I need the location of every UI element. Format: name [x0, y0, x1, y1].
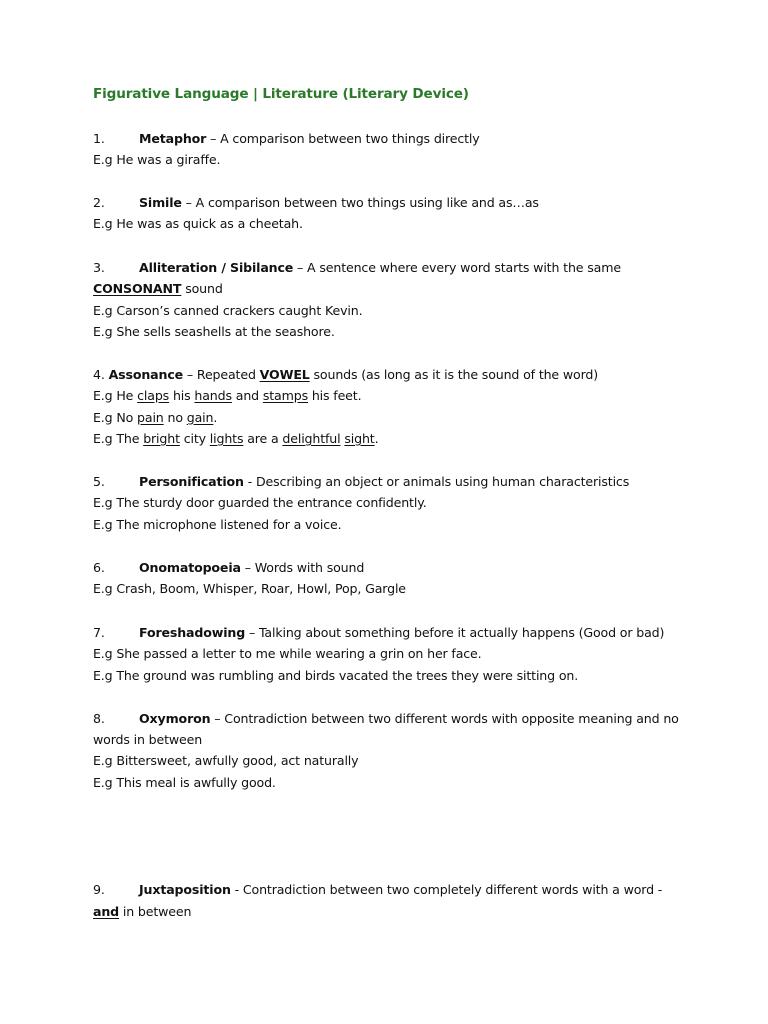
item-definition: – Talking about something before it actually happens (Good or bad) — [245, 625, 665, 640]
text: and — [231, 388, 263, 403]
emphasis-word: VOWEL — [259, 367, 310, 382]
item-3-continuation — [93, 280, 223, 298]
item-8-continuation: words in between — [93, 732, 203, 747]
item-definition: – A sentence where every word starts with the same — [293, 260, 621, 275]
item-4-example-1 — [93, 387, 361, 405]
text: no — [163, 410, 187, 425]
item-3-example-1: E.g Carson’s canned crackers caught Kevin. — [93, 303, 363, 318]
item-3-heading — [93, 259, 621, 277]
item-6-example-1: E.g Crash, Boom, Whisper, Roar, Howl, Pop, Gargle — [93, 581, 406, 596]
item-2-heading — [93, 194, 539, 212]
underlined-word: gain — [186, 410, 214, 425]
item-8-example-1: E.g Bittersweet, awfully good, act naturally — [93, 753, 359, 768]
item-number: 3. — [93, 260, 105, 275]
document-title: Figurative Language | Literature (Literary Device) — [93, 86, 469, 102]
item-4-heading — [93, 366, 598, 384]
item-definition: - Contradiction between two completely different words with a word - — [230, 882, 663, 897]
continuation-text: sound — [181, 281, 223, 296]
item-definition: – Repeated — [183, 367, 260, 382]
item-7-example-2: E.g The ground was rumbling and birds vacated the trees they were sitting on. — [93, 668, 579, 683]
text: E.g He — [93, 388, 138, 403]
item-8-example-2: E.g This meal is awfully good. — [93, 775, 276, 790]
item-3-example-2: E.g She sells seashells at the seashore. — [93, 324, 335, 339]
item-1-heading — [93, 130, 480, 148]
item-number: 2. — [93, 195, 105, 210]
item-9-heading — [93, 881, 662, 899]
text: are a — [243, 431, 283, 446]
underlined-word: bright — [143, 431, 180, 446]
item-6-heading — [93, 559, 364, 577]
item-definition-rest: sounds (as long as it is the sound of the word) — [309, 367, 599, 382]
item-definition: - Describing an object or animals using human characteristics — [243, 474, 630, 489]
item-term: Personification — [139, 474, 244, 489]
text: . — [374, 431, 379, 446]
item-number: 7. — [93, 625, 105, 640]
item-term: Juxtaposition — [139, 882, 231, 897]
underlined-word: pain — [137, 410, 164, 425]
item-number: 8. — [93, 711, 105, 726]
item-5-heading — [93, 473, 629, 491]
item-7-example-1: E.g She passed a letter to me while wearing a grin on her face. — [93, 646, 482, 661]
underlined-word: delightful — [282, 431, 341, 446]
item-term: Oxymoron — [139, 711, 211, 726]
item-term: Metaphor — [139, 131, 207, 146]
item-definition: – Contradiction between two different words with opposite meaning and no — [210, 711, 679, 726]
text: his feet. — [308, 388, 362, 403]
item-5-example-2: E.g The microphone listened for a voice. — [93, 517, 342, 532]
item-4-example-3 — [93, 430, 378, 448]
text: his — [169, 388, 195, 403]
item-number: 5. — [93, 474, 105, 489]
item-term: Assonance — [108, 367, 184, 382]
continuation-text: in between — [119, 904, 192, 919]
item-9-continuation — [93, 903, 191, 921]
underlined-word: claps — [137, 388, 170, 403]
item-definition: – A comparison between two things using like and as…as — [181, 195, 539, 210]
item-definition: – A comparison between two things directly — [206, 131, 480, 146]
item-number: 1. — [93, 131, 105, 146]
underlined-word: stamps — [262, 388, 308, 403]
item-term: Foreshadowing — [139, 625, 246, 640]
emphasis-word: CONSONANT — [93, 281, 182, 296]
item-2-example-1: E.g He was as quick as a cheetah. — [93, 216, 303, 231]
item-5-example-1: E.g The sturdy door guarded the entrance confidently. — [93, 495, 427, 510]
text: city — [179, 431, 210, 446]
item-term: Simile — [139, 195, 182, 210]
underlined-word: lights — [209, 431, 244, 446]
item-7-heading — [93, 624, 664, 642]
item-1-example-1: E.g He was a giraffe. — [93, 152, 221, 167]
item-8-heading — [93, 710, 679, 728]
item-definition: – Words with sound — [240, 560, 365, 575]
item-term: Onomatopoeia — [139, 560, 241, 575]
text: . — [213, 410, 218, 425]
item-number: 4. — [93, 367, 105, 382]
underlined-word: sight — [344, 431, 375, 446]
underlined-word: hands — [194, 388, 232, 403]
text: E.g No — [93, 410, 138, 425]
item-4-example-2 — [93, 409, 217, 427]
text: E.g The — [93, 431, 144, 446]
item-number: 9. — [93, 882, 105, 897]
item-number: 6. — [93, 560, 105, 575]
emphasis-word: and — [93, 904, 120, 919]
item-term: Alliteration / Sibilance — [139, 260, 294, 275]
